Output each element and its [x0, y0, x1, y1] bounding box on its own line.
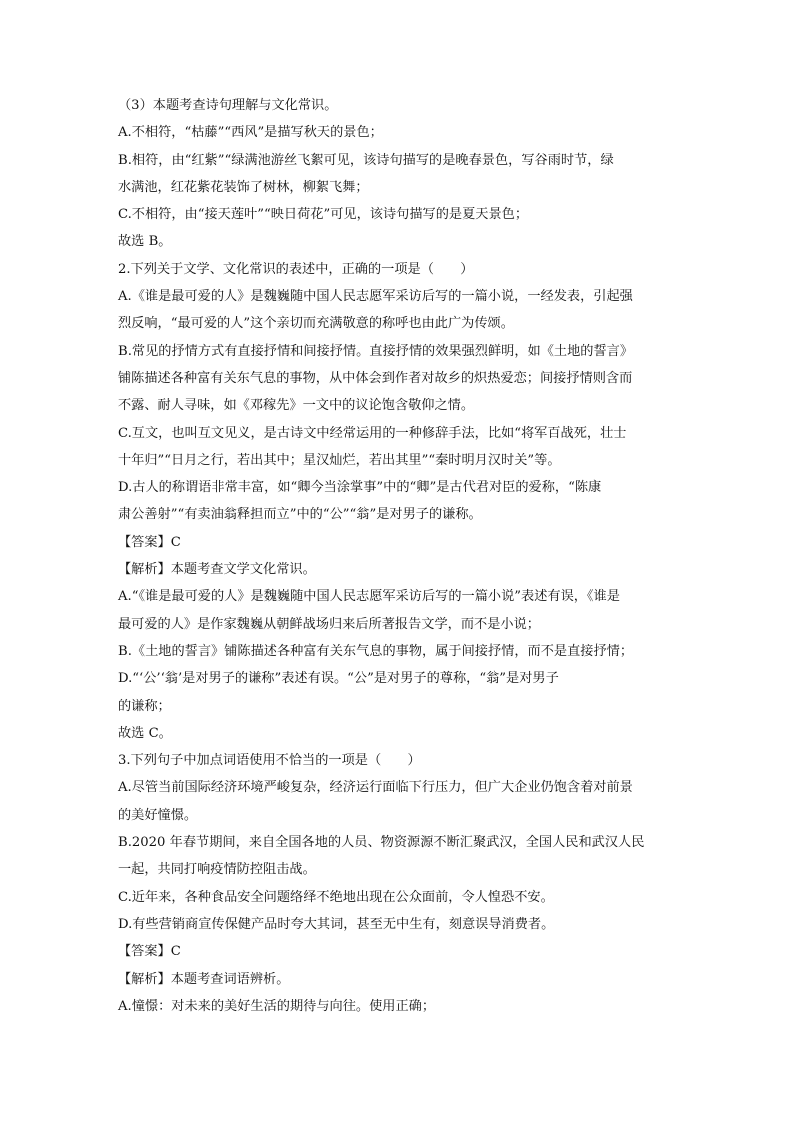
text-line: 故选 C。	[118, 725, 172, 741]
text-line: 水满池，红花紫花装饰了树林，柳絮飞舞；	[118, 179, 369, 195]
text-line: 一起，共同打响疫情防控阻击战。	[118, 862, 316, 878]
text-line: 烈反响，“最可爱的人”这个亲切而充满敬意的称呼也由此广为传颂。	[118, 316, 514, 332]
text-line: 【答案】C	[118, 944, 181, 960]
text-line: 的美好憧憬。	[118, 807, 198, 823]
text-line: B.相符，由“红紫”“绿满池游丝飞絮可见，该诗句描写的是晚春景色，写谷雨时节，绿	[118, 152, 614, 168]
text-line: B.常见的抒情方式有直接抒情和间接抒情。直接抒情的效果强烈鲜明，如《土地的誓言》	[118, 343, 634, 359]
text-line: 的谦称；	[118, 698, 171, 714]
text-line: A.憧憬：对未来的美好生活的期待与向往。使用正确；	[118, 998, 436, 1014]
document-body	[118, 92, 678, 1020]
text-line: 【解析】本题考查文学文化常识。	[118, 562, 316, 578]
text-line: C.近年来，各种食品安全问题络绎不绝地出现在公众面前，令人惶恐不安。	[118, 889, 554, 905]
text-line: 最可爱的人》是作家魏巍从朝鲜战场归来后所著报告文学，而不是小说；	[118, 616, 540, 632]
text-line: A.《谁是最可爱的人》是魏巍随中国人民志愿军采访后写的一篇小说，一经发表，引起强	[118, 289, 633, 305]
text-line: A.尽管当前国际经济环境严峻复杂，经济运行面临下行压力，但广大企业仍饱含着对前景	[118, 780, 633, 796]
text-line: 不露、耐人寻味，如《邓稼先》一文中的议论饱含敬仰之情。	[118, 398, 475, 414]
text-line: 十年归”“日月之行，若出其中；星汉灿烂，若出其里”“秦时明月汉时关”等。	[118, 452, 561, 468]
text-line: D.“‘公’‘翁’是对男子的谦称”表述有误。“公”是对男子的尊称，“翁”是对男子	[118, 671, 559, 687]
text-line: 故选 B。	[118, 234, 172, 250]
text-line: 3.下列句子中加点词语使用不恰当的一项是（ ）	[118, 753, 421, 769]
text-line: 铺陈描述各种富有关东气息的事物，从中体会到作者对故乡的炽热爱恋；间接抒情则含而	[118, 370, 633, 386]
text-line: （3）本题考查诗句理解与文化常识。	[118, 98, 338, 113]
text-line: 【解析】本题考查词语辨析。	[118, 971, 290, 987]
text-line: 肃公善射”“有卖油翁释担而立”中的“公”“翁”是对男子的谦称。	[118, 507, 482, 523]
text-line: C.不相符，由“接天莲叶”“映日荷花”可见，该诗句描写的是夏天景色；	[118, 207, 529, 223]
text-line: 2.下列关于文学、文化常识的表述中，正确的一项是（ ）	[118, 261, 474, 277]
text-line: D.古人的称谓语非常丰富，如“卿今当涂掌事”中的“卿”是古代君对臣的爱称，“陈康	[118, 480, 602, 496]
text-line: C.互文，也叫互文见义，是古诗文中经常运用的一种修辞手法，比如“将军百战死，壮士	[118, 425, 627, 441]
text-line: 【答案】C	[118, 534, 181, 550]
text-line: D.有些营销商宣传保健产品时夸大其词，甚至无中生有，刻意误导消费者。	[118, 916, 555, 932]
text-line: A.“《谁是最可爱的人》是魏巍随中国人民志愿军采访后写的一篇小说”表述有误，《谁是	[118, 589, 620, 605]
text-line: B.2020 年春节期间，来自全国各地的人员、物资源源不断汇聚武汉，全国人民和武汉人民	[118, 835, 645, 851]
text-line: A.不相符，“枯藤”“西风”是描写秋天的景色；	[118, 125, 383, 141]
text-line: B.《土地的誓言》铺陈描述各种富有关东气息的事物，属于间接抒情，而不是直接抒情；	[118, 643, 634, 659]
